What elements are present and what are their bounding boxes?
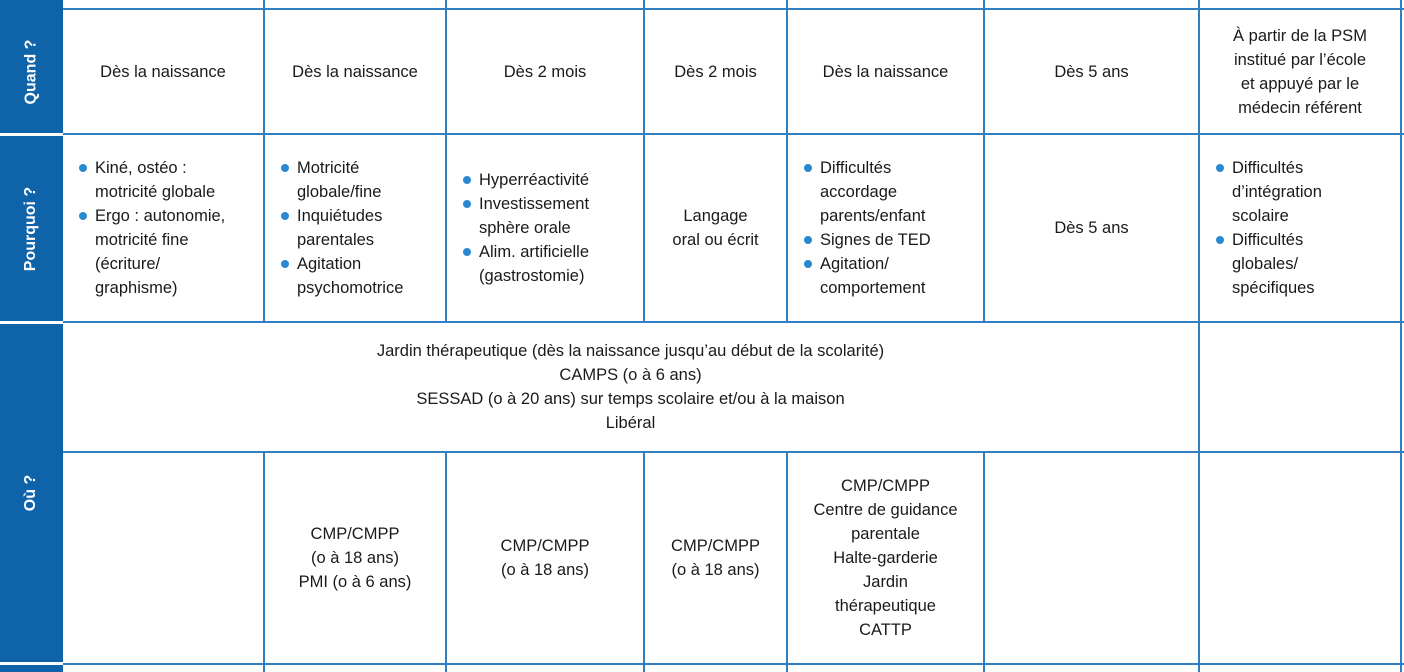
row-header-quand-label: Quand ?: [22, 39, 40, 104]
text-line: parentales: [297, 231, 375, 249]
text-line: Dès 5 ans: [1054, 219, 1129, 237]
text-line: Agitation/: [820, 255, 889, 273]
list-item: [461, 168, 589, 192]
pourquoi-cell-3: [447, 135, 643, 321]
list-item: [77, 204, 225, 300]
quand-cell-2: [265, 10, 445, 133]
text-block: [377, 339, 884, 435]
quand-text: Dès 2 mois: [503, 62, 587, 81]
bullet-list: [77, 156, 225, 300]
ou-cell-4: [645, 453, 786, 663]
text-line: Difficultés: [1232, 231, 1304, 249]
row-header-quand: [0, 10, 63, 133]
quand-cell-1: [63, 10, 263, 133]
text-line: CAMPS (o à 6 ans): [559, 366, 702, 384]
quand-cell-6: [985, 10, 1198, 133]
text-line: Investissement: [479, 195, 590, 213]
row-header-top-stub: [0, 0, 63, 10]
quand-text: Dès 5 ans: [1054, 62, 1129, 81]
text-block: [671, 534, 760, 582]
grid-line-v: [1400, 0, 1402, 672]
ou-cell-2: [265, 453, 445, 663]
text-line: CMP/CMPP: [671, 537, 760, 555]
quand-text: Dès la naissance: [100, 62, 226, 81]
bullet-list: [802, 156, 931, 300]
list-item: [802, 252, 931, 300]
text-line: Centre de guidance: [813, 501, 958, 519]
text-line: (o à 18 ans): [310, 549, 400, 567]
pourquoi-cell-5: [788, 135, 983, 321]
text-line: Difficultés: [820, 159, 892, 177]
text-line: psychomotrice: [297, 279, 404, 297]
text-line: oral ou écrit: [672, 231, 759, 249]
list-item: [279, 204, 403, 252]
text-line: Difficultés: [1232, 159, 1304, 177]
text-line: parents/enfant: [820, 207, 926, 225]
quand-cell-4: [645, 10, 786, 133]
text-line: scolaire: [1232, 207, 1289, 225]
text-line: Jardin: [863, 573, 908, 591]
text-line: À partir de la PSM: [1233, 26, 1367, 45]
list-item: [802, 228, 931, 252]
text-line: CMP/CMPP: [500, 537, 590, 555]
text-line: sphère orale: [479, 219, 571, 237]
text-line: parentale: [851, 525, 920, 543]
text-line: Halte-garderie: [833, 549, 938, 567]
text-block: [501, 534, 590, 582]
quand-cell-7: [1200, 10, 1400, 133]
bullet-list: [461, 168, 589, 288]
text-line: Langage: [683, 207, 748, 225]
text-block: [299, 522, 412, 594]
list-item: [279, 156, 403, 204]
list-item: [279, 252, 403, 300]
ou-merged-cell: [63, 323, 1198, 451]
row-header-bottom-stub: [0, 665, 63, 672]
text-line: CMP/CMPP: [310, 525, 400, 543]
text-line: motricité globale: [95, 183, 216, 201]
text-line: Agitation: [297, 255, 362, 273]
bullet-list: [279, 156, 403, 300]
list-item: [461, 192, 589, 240]
text-line: CMP/CMPP: [841, 477, 930, 495]
quand-cell-5: [788, 10, 983, 133]
text-line: et appuyé par le: [1240, 74, 1360, 93]
text-line: globales/: [1232, 255, 1299, 273]
text-line: Alim. artificielle: [479, 243, 590, 261]
text-line: d’intégration: [1232, 183, 1322, 201]
text-line: (écriture/: [95, 255, 161, 273]
row-header-pourquoi-label: Pourquoi ?: [22, 186, 40, 271]
text-line: Libéral: [605, 414, 656, 432]
text-line: Hyperréactivité: [479, 171, 590, 189]
text-block: [813, 474, 957, 642]
text-line: Signes de TED: [820, 231, 931, 249]
text-line: Motricité: [297, 159, 360, 177]
quand-text: Dès la naissance: [822, 62, 949, 81]
text-line: accordage: [820, 183, 898, 201]
row-header-pourquoi: [0, 136, 63, 321]
bullet-list: [1214, 156, 1322, 300]
row-header-ou: [0, 324, 63, 662]
list-item: [1214, 228, 1322, 300]
quand-text-block: [1233, 24, 1367, 120]
row-header-ou-label: Où ?: [22, 474, 40, 512]
list-item: [461, 240, 589, 288]
list-item: [77, 156, 225, 204]
text-line: institué par l’école: [1233, 50, 1367, 69]
text-line: graphisme): [95, 279, 178, 297]
text-line: spécifiques: [1232, 279, 1315, 297]
pourquoi-cell-2: [265, 135, 445, 321]
pourquoi-cell-4: [645, 135, 786, 321]
ou-cell-3: [447, 453, 643, 663]
text-line: (o à 18 ans): [671, 561, 760, 579]
quand-text: Dès 2 mois: [674, 62, 757, 81]
pourquoi-cell-1: [63, 135, 263, 321]
quand-text: Dès la naissance: [292, 62, 418, 81]
pourquoi-cell-6: [985, 135, 1198, 321]
text-line: PMI (o à 6 ans): [298, 573, 412, 591]
text-line: Kiné, ostéo :: [95, 159, 187, 177]
text-line: (o à 18 ans): [500, 561, 590, 579]
text-line: (gastrostomie): [479, 267, 585, 285]
list-item: [802, 156, 931, 228]
text-line: médecin référent: [1238, 98, 1362, 117]
text-line: thérapeutique: [835, 597, 936, 615]
text-line: Ergo : autonomie,: [95, 207, 226, 225]
text-line: SESSAD (o à 20 ans) sur temps scolaire et/ou à la maison: [416, 390, 845, 408]
pourquoi-cell-7: [1200, 135, 1400, 321]
grid-line-v: [983, 451, 985, 672]
list-item: [1214, 156, 1322, 228]
ou-cell-5: [788, 453, 983, 663]
text-line: comportement: [820, 279, 926, 297]
text-line: globale/fine: [297, 183, 382, 201]
text-line: CATTP: [859, 621, 912, 639]
quand-cell-3: [447, 10, 643, 133]
text-line: Inquiétudes: [297, 207, 383, 225]
text-line: motricité fine: [95, 231, 189, 249]
text-block: [672, 204, 758, 252]
text-line: Jardin thérapeutique (dès la naissance jusqu’au début de la scolarité): [376, 342, 885, 360]
